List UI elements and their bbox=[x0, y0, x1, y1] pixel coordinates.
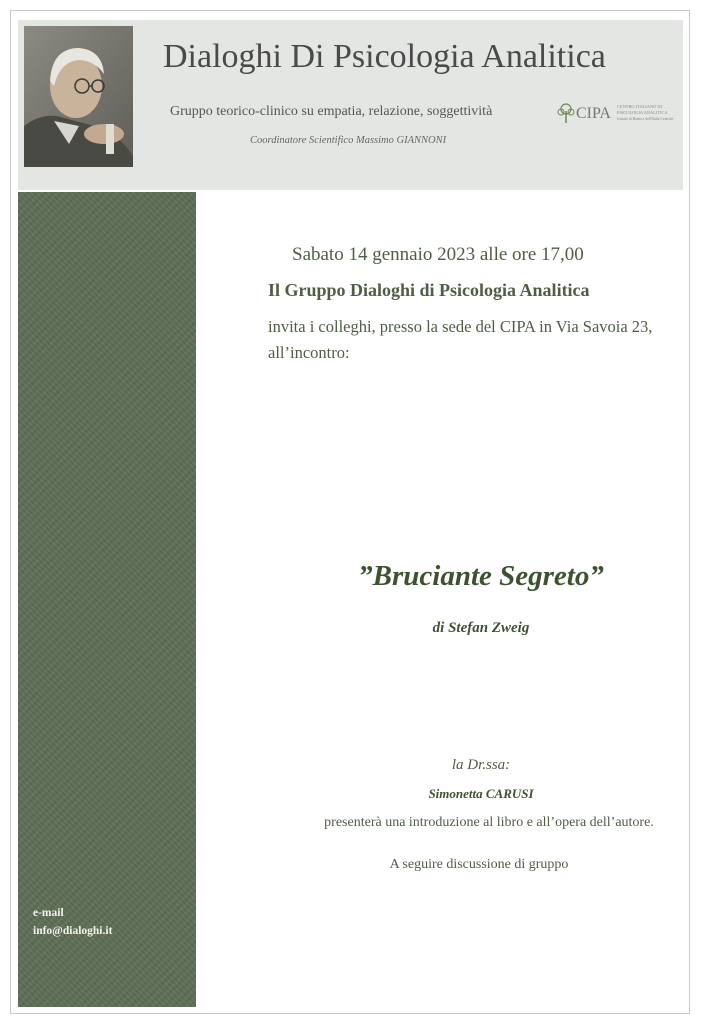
book-author: di Stefan Zweig bbox=[432, 620, 530, 636]
cipa-tagline-1: CENTRO ITALIANO DI bbox=[617, 104, 663, 109]
email-link[interactable]: info@dialoghi.it bbox=[33, 925, 113, 937]
book-title: ”Bruciante Segreto” bbox=[358, 560, 604, 592]
presentation-description: presenterà una introduzione al libro e all’opera dell’autore. bbox=[324, 815, 654, 830]
coordinator-text: Coordinatore Scientifico Massimo GIANNONI bbox=[250, 135, 447, 146]
event-date: Sabato 14 gennaio 2023 alle ore 17,00 bbox=[292, 244, 584, 265]
cipa-tagline-3: Istituto di Roma e dell'Italia Centrale bbox=[617, 117, 674, 121]
cipa-tagline-2: PSICOLOGIA ANALITICA bbox=[617, 110, 668, 115]
page-subtitle: Gruppo teorico-clinico su empatia, relazione, soggettività bbox=[170, 104, 493, 119]
page-title: Dialoghi Di Psicologia Analitica bbox=[163, 38, 606, 75]
invite-text bbox=[268, 314, 652, 366]
tree-icon bbox=[558, 104, 574, 123]
sidebar-panel bbox=[18, 192, 196, 1007]
cipa-logo bbox=[556, 101, 678, 125]
invite-line-1: invita i colleghi, presso la sede del CIPA in Via Savoia 23, bbox=[268, 317, 653, 336]
group-name: Il Gruppo Dialoghi di Psicologia Analitica bbox=[268, 280, 590, 300]
portrait-photo bbox=[24, 26, 133, 167]
cipa-logo-text: CIPA bbox=[576, 105, 611, 122]
speaker-title: la Dr.ssa: bbox=[451, 757, 511, 773]
speaker-name: Simonetta CARUSI bbox=[428, 786, 534, 801]
email-label: e-mail bbox=[33, 907, 64, 919]
invite-line-2: all’incontro: bbox=[268, 343, 350, 362]
discussion-note: A seguire discussione di gruppo bbox=[389, 857, 569, 872]
